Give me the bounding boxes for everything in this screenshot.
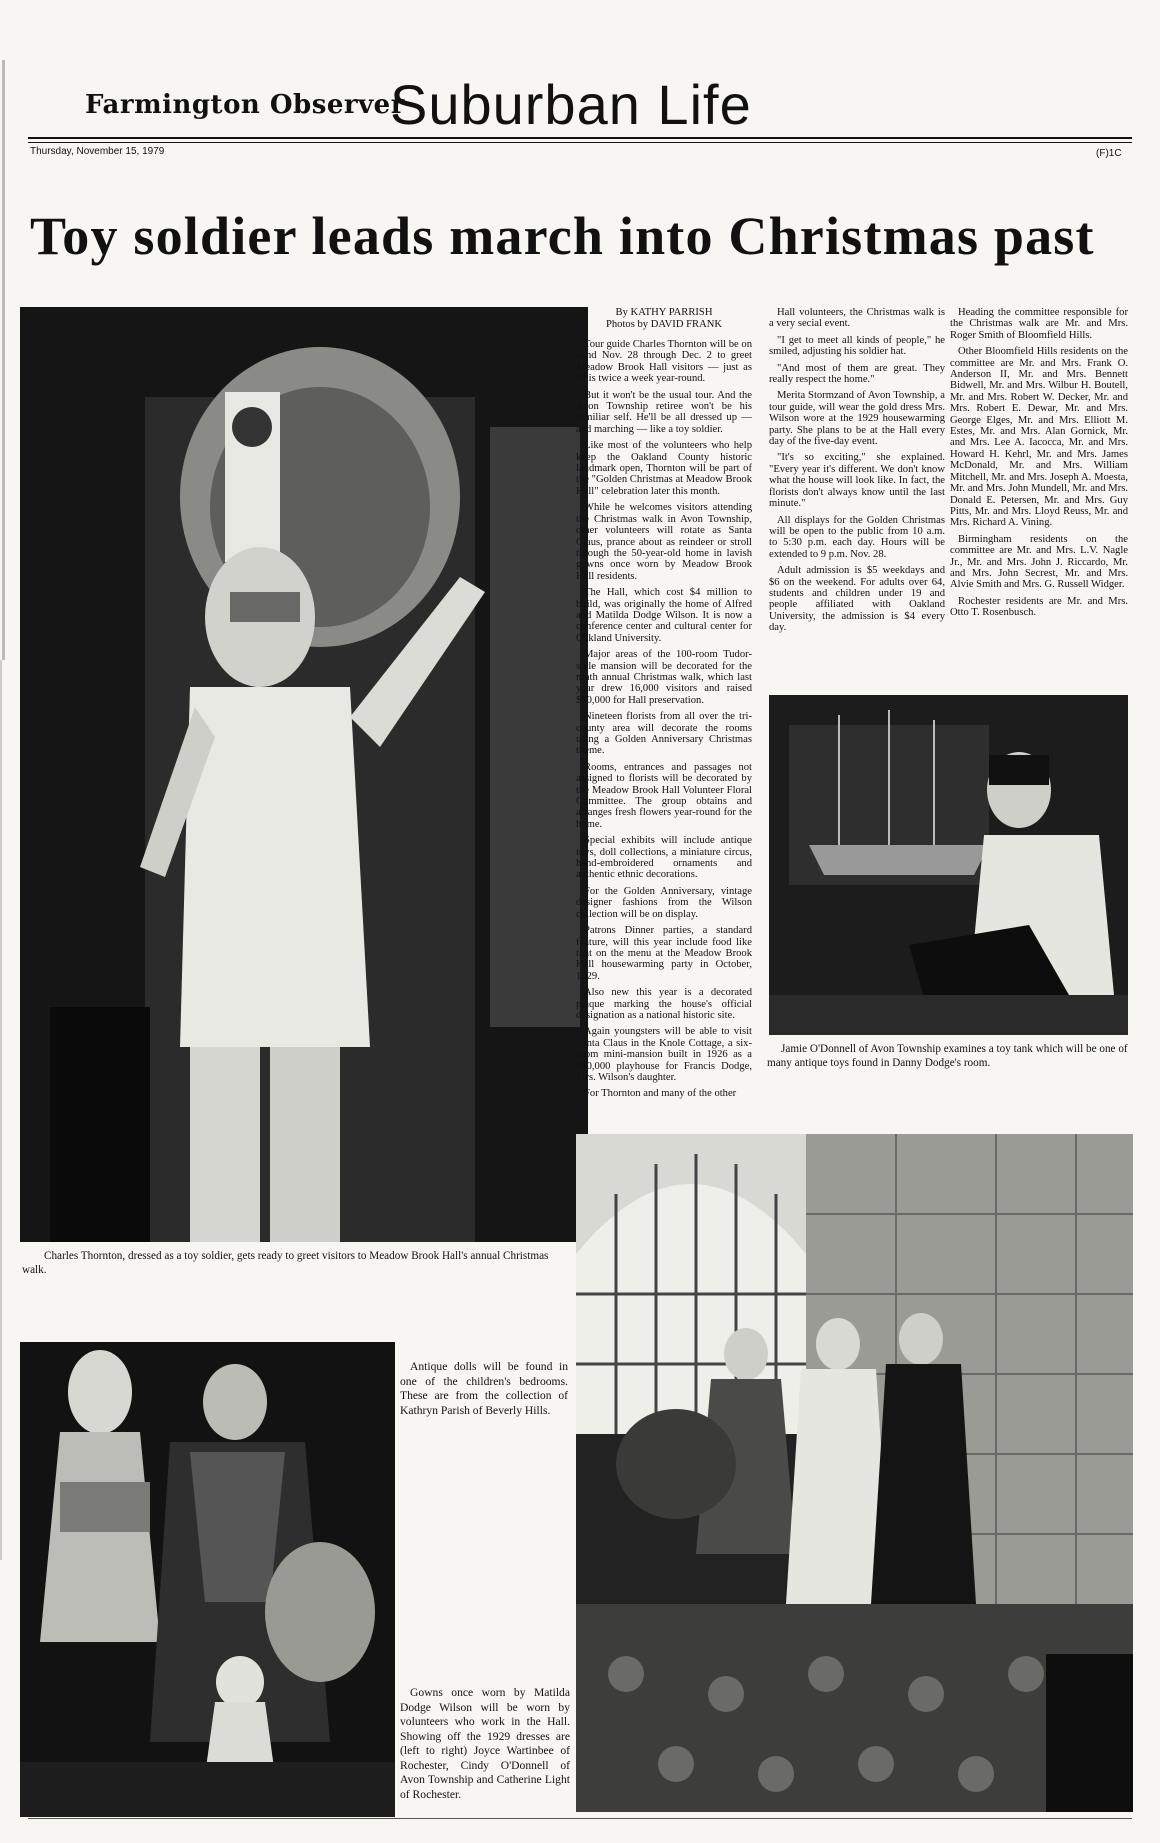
article-paragraph: Nineteen florists from all over the tri-county area will decorate the rooms using a Golden Anniversary Christmas theme. [576,711,752,757]
byline: By KATHY PARRISH [615,307,713,318]
caption-toy-tank: Jamie O'Donnell of Avon Township examines a toy tank which will be one of many antique toys found in Danny Dodge's room. [767,1043,1128,1069]
article-paragraph: Major areas of the 100-room Tudor-style mansion will be decorated for the ninth annual Christmas walk, which last year drew 16,000 visitors and raised $50,000 for Hall preservation. [576,649,752,706]
article-paragraph: Rooms, entrances and passages not assigned to florists will be decorated by the Meadow Brook Hall Volunteer Floral Committee. The group obtains and arranges fresh flowers year-round for the home. [576,761,752,830]
article-paragraph: Special exhibits will include antique toys, doll collections, a miniature circus, hand-embroidered ornaments and authentic ethnic decorations. [576,835,752,881]
photo-toy-tank [769,695,1128,1035]
article-paragraph: Also new this year is a decorated plaque marking the house's official designation as a national historic site. [576,987,752,1021]
caption-antique-dolls: Antique dolls will be found in one of the children's bedrooms. These are from the collection of Kathryn Parish of Beverly Hills. [400,1360,568,1417]
photo-toy-soldier [20,307,588,1242]
article-paragraph: While he welcomes visitors attending the Christmas walk in Avon Township, other volunteers will rotate as Santa Claus, prance about as reindeer or stroll through the 50-year-old home in lavish gowns once worn by Meadow Brook Hall residents. [576,502,752,582]
section-title: Suburban Life [390,73,752,136]
article-paragraph: Like most of the volunteers who help keep the Oakland County historic landmark open, Thornton will be part of the "Golden Christmas at Meadow Brook Hall" celebration later this month. [576,440,752,497]
article-paragraph: "It's so exciting," she explained. "Every year it's different. We don't know what the house will look like. In fact, the florists don't always know until the last minute." [769,452,945,510]
caption-toy-soldier: Charles Thornton, dressed as a toy soldier, gets ready to greet visitors to Meadow Brook Hall's annual Christmas walk. [22,1250,549,1276]
article-paragraph: For Thornton and many of the other [584,1088,737,1100]
scan-edge-marks [0,0,14,1843]
article-column-3 [950,307,1128,624]
article-paragraph: Rochester residents are Mr. and Mrs. Otto T. Rosenbusch. [950,595,1128,619]
paper-name: Farmington Observer [85,90,405,120]
article-paragraph: Again youngsters will be able to visit Santa Claus in the Knole Cottage, a six-room mini-mansion built in 1926 as a $10,000 playhouse for Francis Dodge, Mrs. Wilson's daughter. [576,1026,752,1083]
article-paragraph: Birmingham residents on the committee are Mr. and Mrs. L.V. Nagle Jr., Mr. and Mrs. John J. Riccardo, Mr. and Mrs. John Secrest, Mr. and Mrs. Alvie Smith and Mrs. G. Russell Widger. [950,533,1128,591]
caption-gowns: Gowns once worn by Matilda Dodge Wilson will be worn by volunteers who work in the Hall. Showing off the 1929 dresses are (left to right) Joyce Wartinbee of Rochester, Cindy O'Donnell of Avon Township and Catherine Light of Rochester. [400,1686,570,1801]
article-paragraph: "I get to meet all kinds of people," he smiled, adjusting his soldier hat. [769,334,945,358]
article-paragraph: The Hall, which cost $4 million to build, was originally the home of Alfred and Matilda Dodge Wilson. It is now a conference center and cultural center for Oakland University. [576,587,752,644]
issue-date: Thursday, November 15, 1979 [30,146,165,157]
article-column-1 [576,307,752,1105]
page-code: (F)1C [1096,148,1122,159]
headline: Toy soldier leads march into Christmas past [30,206,1095,266]
article-column-2 [769,307,945,639]
masthead-rule-thin [28,142,1132,143]
photo-antique-dolls [20,1342,395,1817]
column-1-paragraphs [576,339,752,1100]
article-paragraph: Patrons Dinner parties, a standard feature, will this year include food like that on the menu at the Meadow Brook Hall housewarming party in October, 1929. [576,925,752,982]
article-paragraph: Other Bloomfield Hills residents on the committee are Mr. and Mrs. Frank O. Anderson II, Mr. and Mrs. Bennett Bidwell, Mr. and Mrs. Wilbur H. Boutell, Mr. and Mrs. Robert W. Decker, Mr. and Mrs. Robert E. Dewar, Mr. and Mrs. George Elges, Mr. and Mrs. Elliott M. Estes, Mr. and Mrs. Alan Gornick, Mr. and Mrs. Lee A. Iacocca, Mr. and Mrs. Howard H. Kehrl, Mr. and Mrs. James McDonald, Mr. and Mrs. William Mitchell, Mr. and Mrs. Joseph A. Moesta, Mr. and Mrs. John Mundell, Mr. and Mrs. Donald E. Petersen, Mr. and Mrs. Guy Pitts, Mr. and Mrs. Lloyd Reuss, Mr. and Mrs. Richard A. Vining. [950,346,1128,529]
article-paragraph: But it won't be the usual tour. And the Avon Township retiree won't be his familiar self. He'll be all dressed up — and marching — like a toy soldier. [576,389,752,435]
article-paragraph: "And most of them are great. They really respect the home." [769,362,945,386]
article-paragraph: Hall volunteers, the Christmas walk is a very secial event. [769,307,945,330]
column-3-paragraphs [950,307,1128,619]
column-2-paragraphs [769,307,945,634]
article-paragraph: All displays for the Golden Christmas will be open to the public from 10 a.m. to 5:30 p.m. each day. Hours will be extended to 9 p.m. Nov. 28. [769,514,945,560]
bottom-rule [28,1818,1132,1819]
article-paragraph: Adult admission is $5 weekdays and $6 on the weekend. For adults over 64, students and children under 19 and people affiliated with Oakland University, the admission is $4 every day. [769,565,945,634]
masthead-rule-top [28,137,1132,139]
photo-gowns-hall [576,1134,1133,1812]
article-paragraph: Heading the committee responsible for the Christmas walk are Mr. and Mrs. Roger Smith of Bloomfield Hills. [950,307,1128,341]
article-paragraph: Merita Stormzand of Avon Township, a tour guide, will wear the gold dress Mrs. Wilson wore at the 1929 housewarming party. She plans to be at the Hall every day of the five-day event. [769,390,945,448]
article-paragraph: Tour guide Charles Thornton will be on hand Nov. 28 through Dec. 2 to greet Meadow Brook Hall visitors — just as he is twice a week year-round. [576,339,752,385]
photo-credit: Photos by DAVID FRANK [605,319,723,330]
article-paragraph: For the Golden Anniversary, vintage designer fashions from the Wilson collection will be on display. [576,885,752,920]
